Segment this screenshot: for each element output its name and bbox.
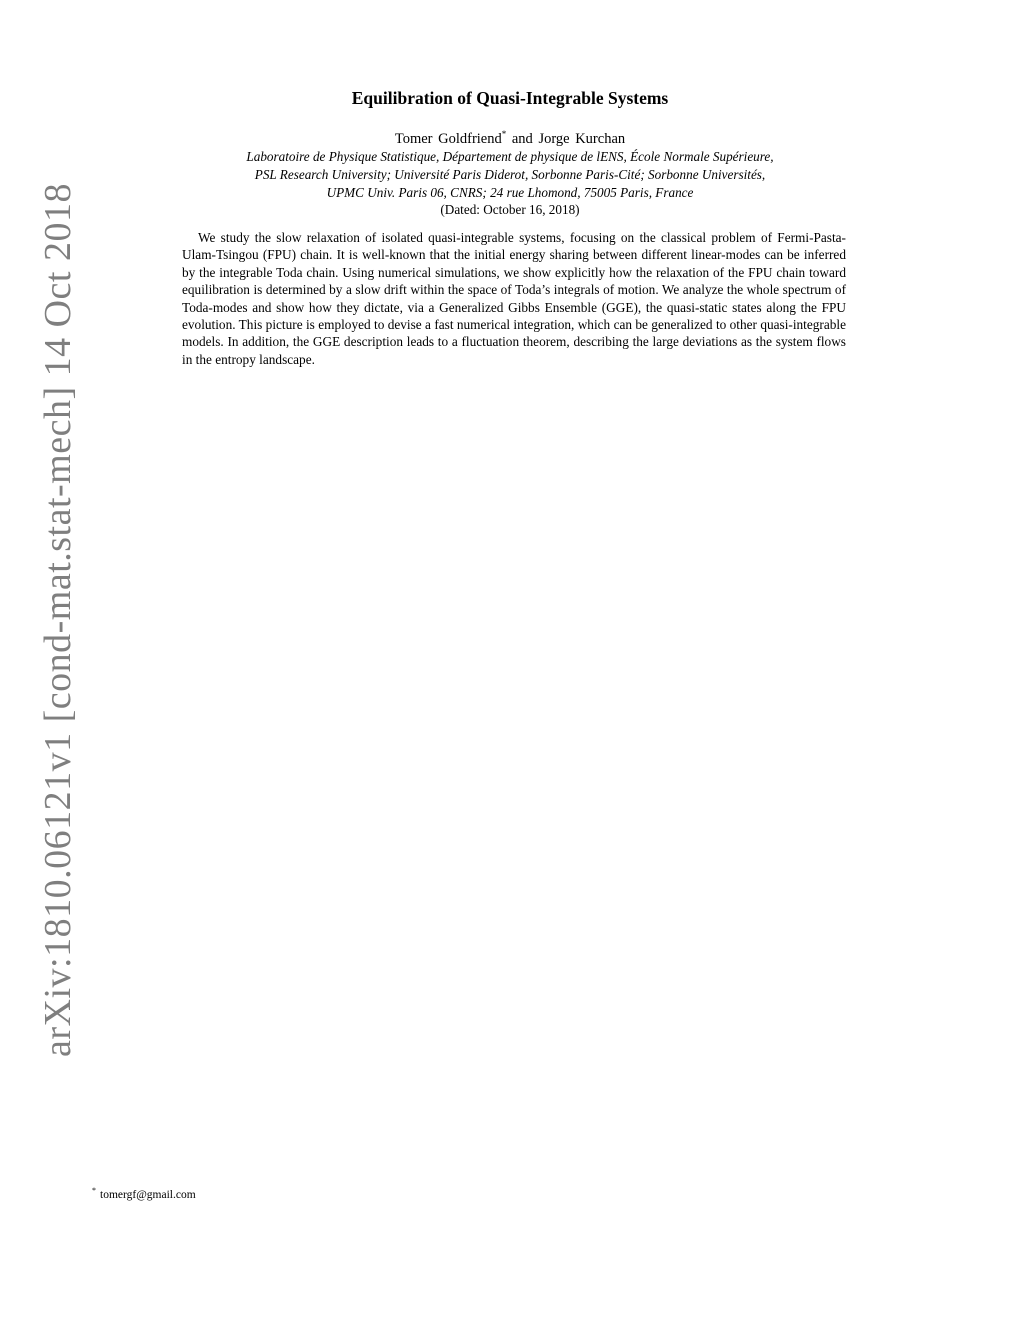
footnote [92, 1186, 196, 1201]
affiliation-line: UPMC Univ. Paris 06, CNRS; 24 rue Lhomond, 75005 Paris, France [326, 185, 694, 200]
date-line: (Dated: October 16, 2018) [440, 202, 580, 217]
footnote-email: tomergf@gmail.com [100, 1188, 196, 1201]
paper-title: Equilibration of Quasi-Integrable Systems [351, 88, 669, 108]
footnote-mark: * [501, 129, 507, 139]
author-name: Tomer Goldfriend [394, 130, 502, 147]
affiliation-block [0, 148, 1020, 202]
author-conjunction: and [511, 130, 533, 147]
affiliation-line: Laboratoire de Physique Statistique, Département de physique de lENS, École Normale Supérieure, [246, 149, 774, 164]
arxiv-identifier: arXiv:1810.06121v1 [cond-mat.stat-mech] 14 Oct 2018 [37, 183, 79, 1057]
affiliation-line: PSL Research University; Université Paris Diderot, Sorbonne Paris-Cité; Sorbonne Universités, [254, 167, 766, 182]
abstract-paragraph: We study the slow relaxation of isolated quasi-integrable systems, focusing on the classical problem of Fermi-Pasta-Ulam-Tsingou (FPU) chain. It is well-known that the initial energy sharing between different linear-modes can be inferred by the integrable Toda chain. Using numerical simulations, we show explicitly how the relaxation of the FPU chain toward equilibration is determined by a slow drift within the space of Toda’s integrals of motion. We analyze the whole spectrum of Toda-modes and show how they dictate, via a Generalized Gibbs Ensemble (GGE), the quasi-static states along the FPU evolution. This picture is employed to devise a fast numerical integration, which can be generalized to other quasi-integrable models. In addition, the GGE description leads to a fluctuation theorem, describing the large deviations as the system flows in the entropy landscape. [182, 230, 846, 367]
author-line [0, 129, 1020, 148]
footnote-mark: * [92, 1186, 96, 1195]
author-name: Jorge Kurchan [538, 130, 626, 147]
